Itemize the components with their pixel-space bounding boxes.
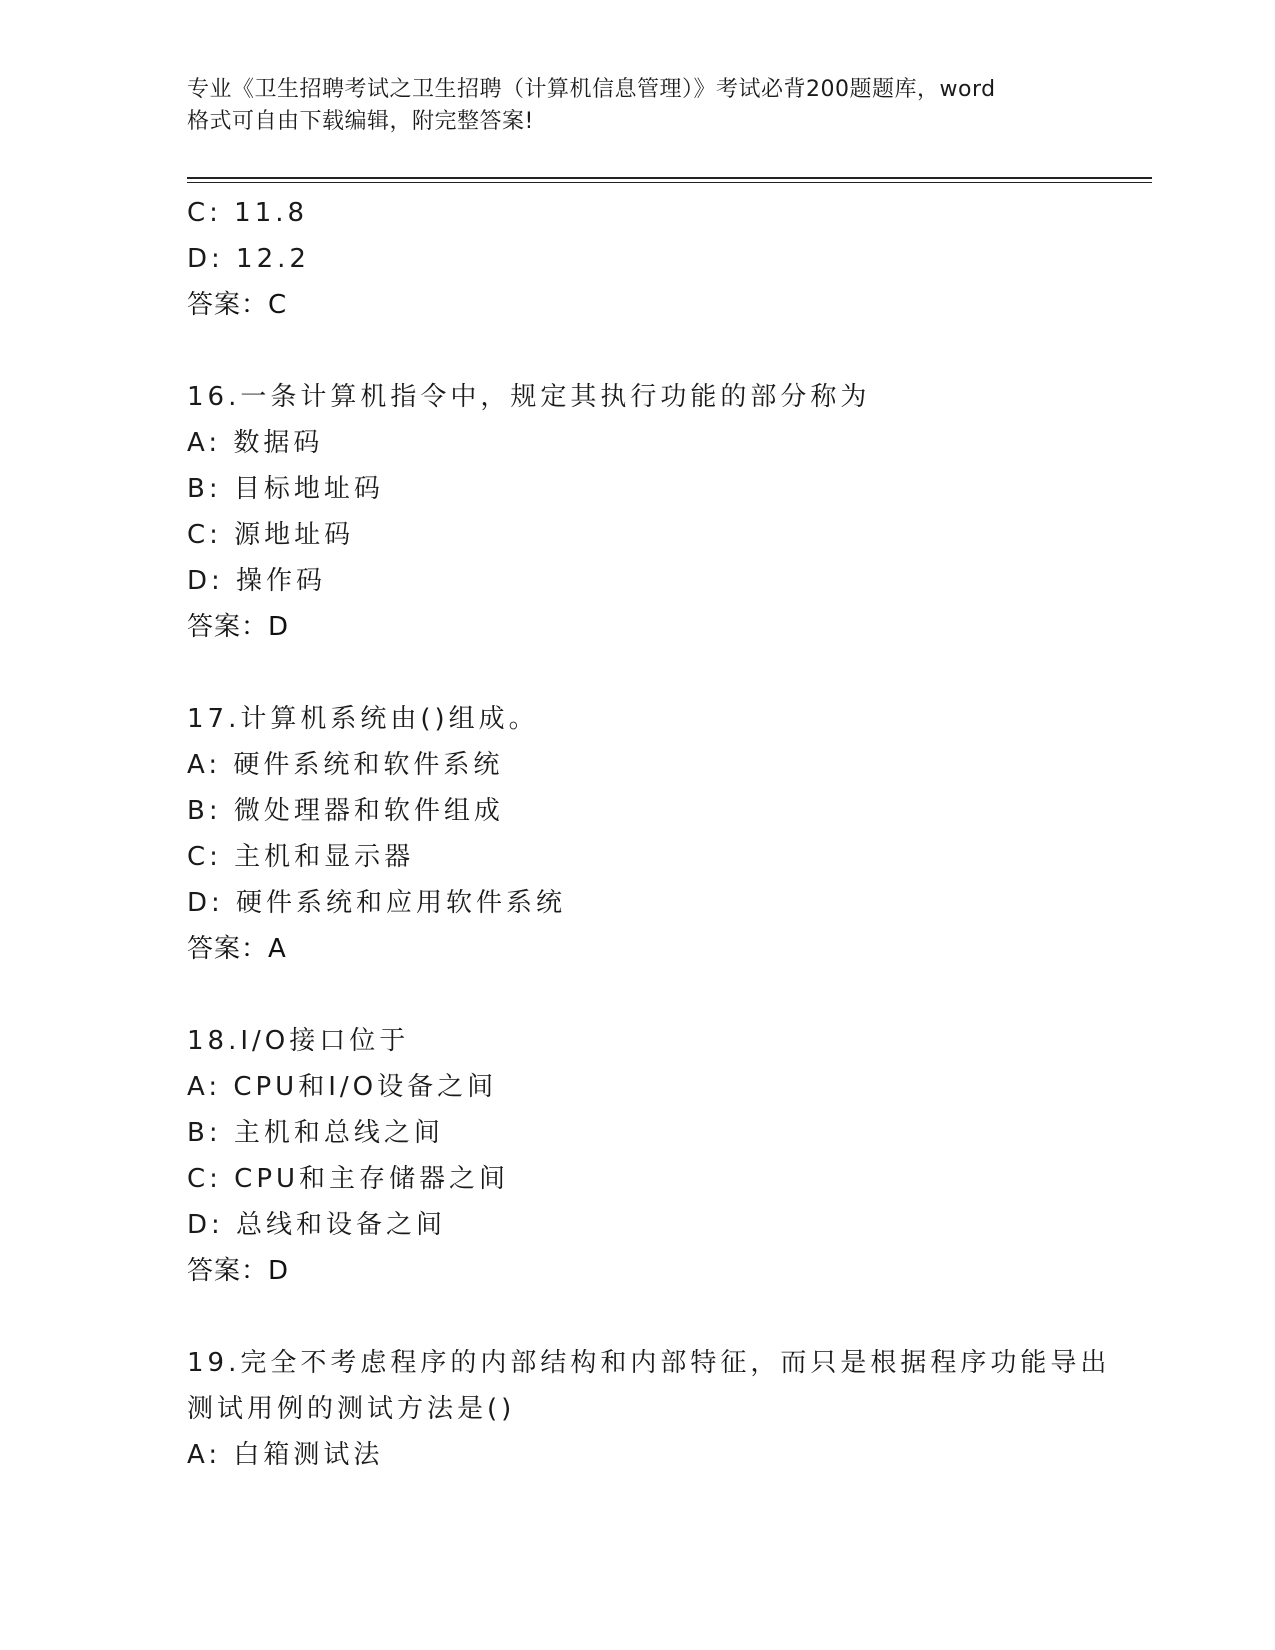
spacer [187,328,1107,374]
option-b: B: 主机和总线之间 [187,1118,444,1148]
answer-line: 答案：C [187,290,288,320]
spacer [187,650,1107,696]
option-b: B: 微处理器和软件组成 [187,796,504,826]
question-stem: 17.计算机系统由()组成。 [187,704,539,734]
document-header [187,74,1107,138]
option-c: C: 11.8 [187,198,309,228]
option-d: D: 12.2 [187,244,310,274]
question-18 [187,1018,1107,1294]
option-c: C: CPU和主存储器之间 [187,1164,510,1194]
header-title-line-2: 格式可自由下载编辑，附完整答案! [187,109,534,134]
option-a: A: CPU和I/O设备之间 [187,1072,498,1102]
option-d: D: 硬件系统和应用软件系统 [187,888,567,918]
question-stem-line-1: 19.完全不考虑程序的内部结构和内部特征，而只是根据程序功能导出 [187,1348,1111,1378]
header-divider-thin [187,182,1152,183]
answer-line: 答案：A [187,934,287,964]
question-17 [187,696,1107,972]
question-stem-line-2: 测试用例的测试方法是() [187,1394,516,1424]
question-stem: 18.I/O接口位于 [187,1026,410,1056]
question-19 [187,1340,1111,1478]
option-b: B: 目标地址码 [187,474,384,504]
option-d: D: 总线和设备之间 [187,1210,447,1240]
question-16 [187,374,1107,650]
spacer [187,972,1107,1018]
option-d: D: 操作码 [187,566,327,596]
spacer [187,1294,1107,1340]
option-a: A: 数据码 [187,428,324,458]
option-a: A: 硬件系统和软件系统 [187,750,504,780]
answer-line: 答案：D [187,1256,290,1286]
question-list [187,190,1111,1478]
option-c: C: 主机和显示器 [187,842,415,872]
header-title-line-1: 专业《卫生招聘考试之卫生招聘（计算机信息管理）》考试必背200题题库，word [187,77,996,102]
question-15 [187,190,1107,328]
option-a: A: 白箱测试法 [187,1440,384,1470]
header-divider-thick [187,177,1152,179]
answer-line: 答案：D [187,612,290,642]
question-stem: 16.一条计算机指令中，规定其执行功能的部分称为 [187,382,871,412]
option-c: C: 源地址码 [187,520,355,550]
